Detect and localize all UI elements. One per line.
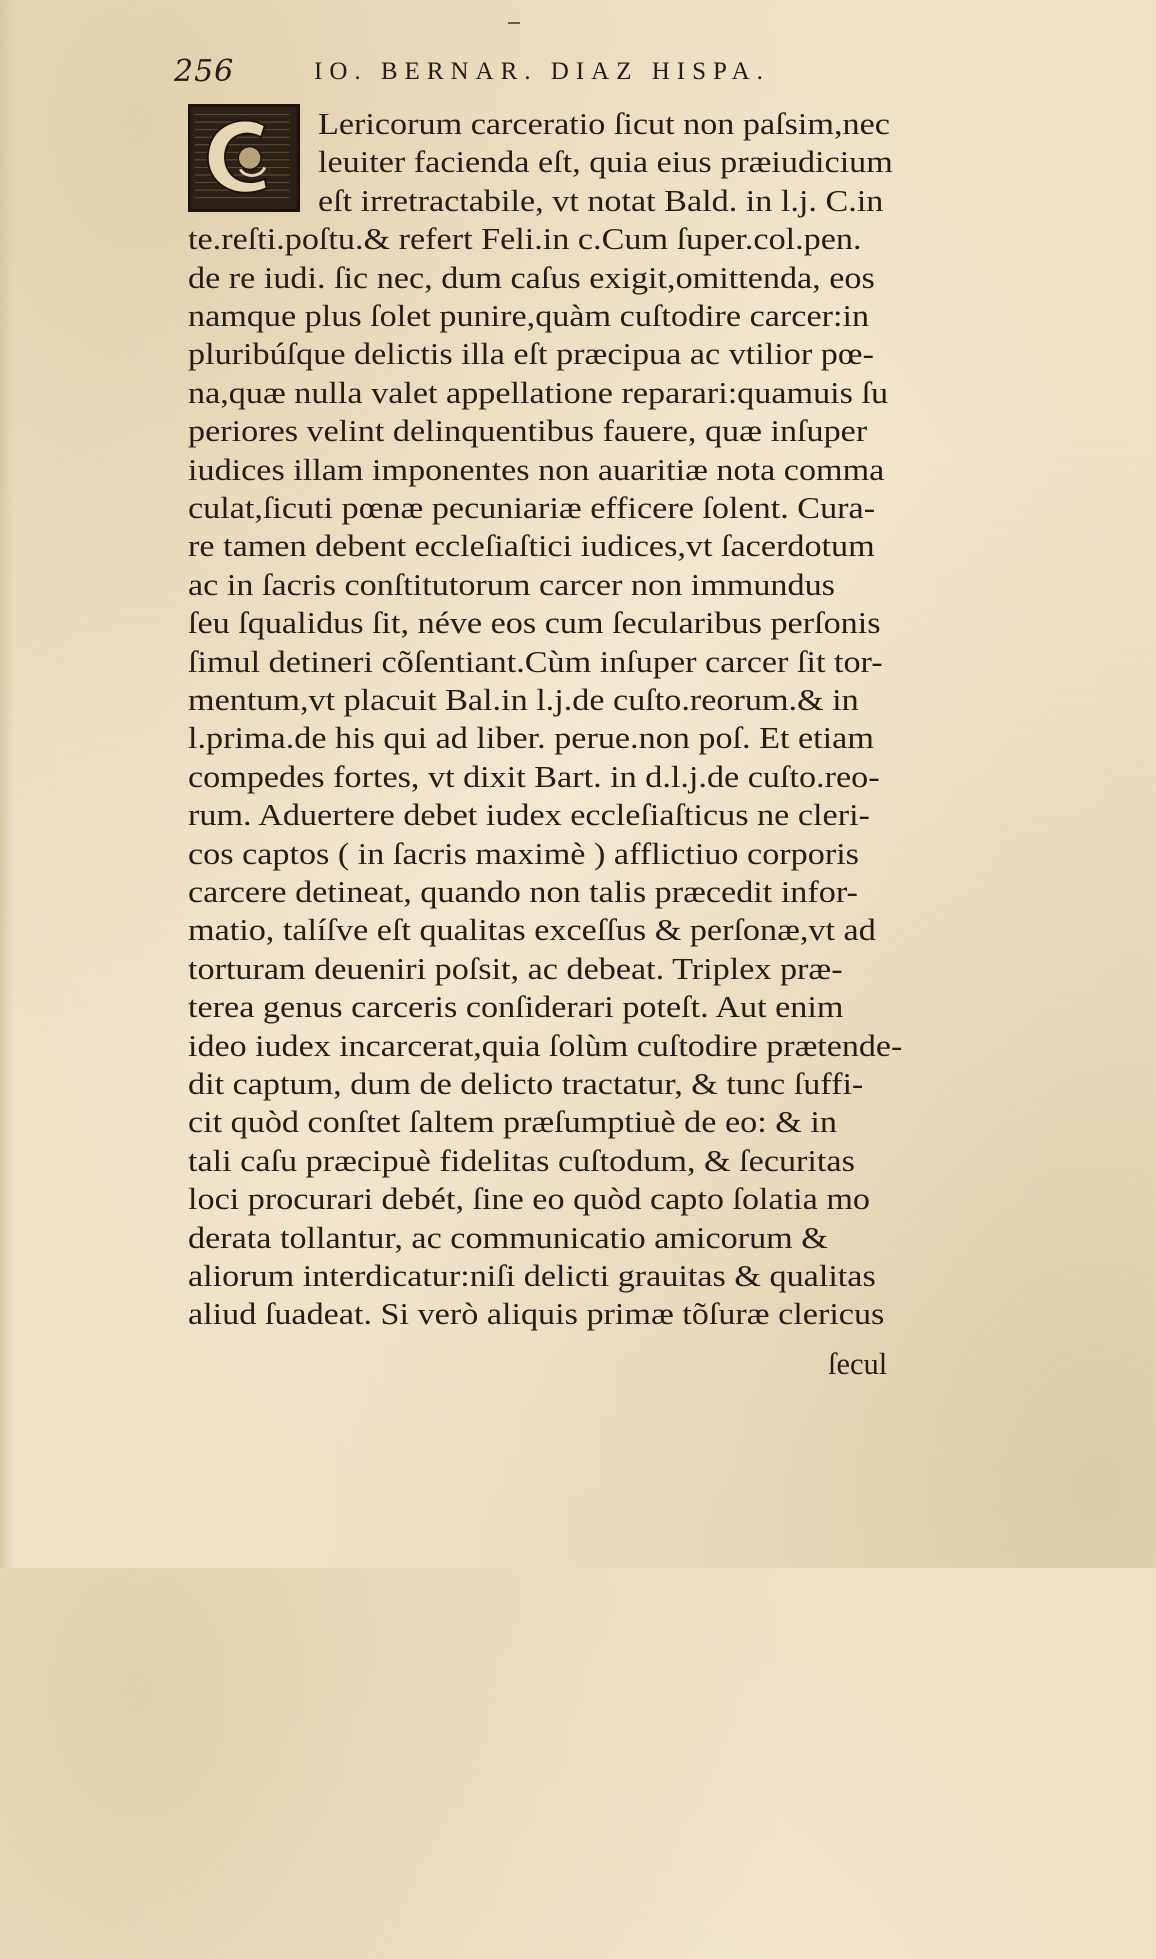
text-line: periores velint delinquentibus fauere, quæ inſuper [188, 414, 868, 449]
running-head: IO. BERNAR. DIAZ HISPA. [314, 58, 770, 85]
text-line: aliorum interdicatur:niſi delicti grauitas & qualitas [188, 1259, 876, 1293]
text-line: cos captos ( in ſacris maximè ) afflictiuo corporis [188, 836, 859, 871]
text-line: namque plus ſolet punire,quàm cuſtodire carcer:in [188, 299, 870, 333]
text-line: tali caſu præcipuè fidelitas cuſtodum, & ſecuritas [188, 1143, 855, 1178]
text-line: leuiter facienda eſt, quia eius præiudicium [318, 145, 893, 180]
text-line: ſimul detineri cõſentiant.Cùm inſuper carcer ſit tor- [188, 644, 883, 679]
text-line: te.reſti.poſtu.& refert Feli.in c.Cum ſuper.col.pen. [188, 222, 862, 257]
text-line: loci procurari debét, ſine eo quòd capto ſolatia mo [188, 1182, 871, 1217]
text-line: aliud ſuadeat. Si verò aliquis primæ tõſuræ clericus [188, 1297, 885, 1332]
text-line: cit quòd conſtet ſaltem præſumptiuè de eo: & in [188, 1105, 837, 1140]
text-line: culat,ſicuti pœnæ pecuniariæ efficere ſolent. Cura- [188, 491, 876, 525]
page-number: 256 [174, 54, 235, 89]
text-line: mentum,vt placuit Bal.in l.j.de cuſto.reorum.& in [188, 683, 859, 717]
text-line: pluribúſque delictis illa eſt præcipua ac vtilior pœ- [188, 337, 874, 372]
text-line: iudices illam imponentes non auaritiæ nota comma [188, 452, 885, 487]
text-line: Lericorum carceratio ſicut non paſsim,nec [318, 107, 890, 141]
text-line: eſt irretractabile, vt notat Bald. in l.j. C.in [318, 183, 884, 218]
text-line: de re iudi. ſic nec, dum caſus exigit,omittenda, eos [188, 260, 875, 295]
text-line: dit captum, dum de delicto tractatur, & tunc ſuffi- [188, 1067, 864, 1101]
text-line: ideo iudex incarcerat,quia ſolùm cuſtodire prætende- [188, 1028, 903, 1063]
text-line: na,quæ nulla valet appellatione reparari:quamuis ſu [188, 375, 889, 410]
text-line: rum. Aduertere debet iudex eccleſiaſticus ne cleri- [188, 798, 870, 833]
text-line: ac in ſacris conſtitutorum carcer non immundus [188, 567, 835, 602]
text-line: terea genus carceris conſiderari poteſt. Aut enim [188, 990, 844, 1025]
text-line: re tamen debent eccleſiaſtici iudices,vt ſacerdotum [188, 529, 875, 564]
catchword: ſecul [828, 1347, 888, 1381]
text-line: compedes fortes, vt dixit Bart. in d.l.j.de cuſto.reo- [188, 759, 880, 794]
text-line: torturam deueniri poſsit, ac debeat. Triplex præ- [188, 951, 843, 986]
text-line: carcere detineat, quando non talis præcedit infor- [188, 875, 858, 909]
text-line: matio, talíſve eſt qualitas exceſſus & perſonæ,vt ad [188, 913, 876, 948]
text-line: derata tollantur, ac communicatio amicorum & [188, 1220, 828, 1255]
text-line: ſeu ſqualidus ſit, néve eos cum ſecularibus perſonis [188, 606, 881, 641]
text-line: l.prima.de his qui ad liber. perue.non poſ. Et etiam [188, 721, 874, 756]
